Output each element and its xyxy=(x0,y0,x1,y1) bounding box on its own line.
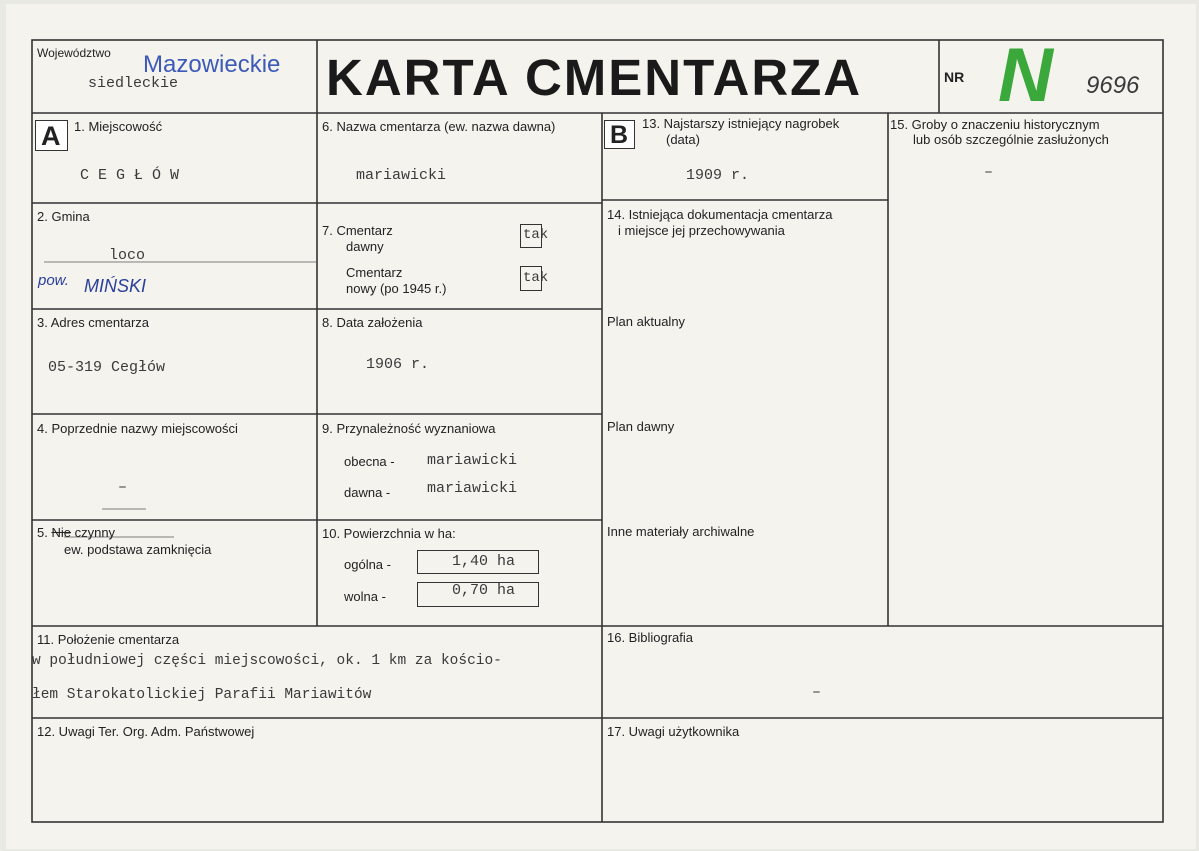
field-2-note: MIŃSKI xyxy=(84,276,147,296)
field-9-current-value: mariawicki xyxy=(427,452,518,469)
field-7-new-label-a: Cmentarz xyxy=(346,265,403,280)
section-a-box xyxy=(35,120,68,151)
section-b-box xyxy=(604,120,635,149)
field-4-label: 4. Poprzednie nazwy miejscowości xyxy=(37,421,238,436)
cemetery-card xyxy=(6,4,1196,849)
field-16-value: – xyxy=(812,684,822,701)
field-14-plan-former: Plan dawny xyxy=(607,419,675,434)
field-14-plan-current: Plan aktualny xyxy=(607,314,686,329)
field-11-label: 11. Położenie cmentarza xyxy=(37,632,180,647)
field-5-struck: Nie xyxy=(51,525,71,540)
field-3-label: 3. Adres cmentarza xyxy=(37,315,149,330)
nr-value: 9696 xyxy=(1086,72,1140,99)
field-2-label: 2. Gmina xyxy=(37,209,90,224)
field-4-value: – xyxy=(118,479,128,496)
section-b-letter: B xyxy=(610,121,629,149)
field-9-former-value: mariawicki xyxy=(427,480,518,497)
field-5-active: czynny xyxy=(70,525,116,540)
field-9-current-label: obecna - xyxy=(344,454,395,469)
field-8-label: 8. Data założenia xyxy=(322,315,423,330)
field-6-value: mariawicki xyxy=(356,167,447,184)
field-2-note-prefix: pow. xyxy=(38,272,69,289)
field-5-number: 5. xyxy=(37,525,48,540)
field-14-label: 14. Istniejąca dokumentacja cmentarza xyxy=(607,207,833,222)
field-13-label: 13. Najstarszy istniejący nagrobek xyxy=(642,116,840,131)
field-13-sublabel: (data) xyxy=(666,132,700,147)
nr-marker: N xyxy=(998,33,1053,118)
field-10-free-value: 0,70 ha xyxy=(452,582,516,599)
field-7-new-value: tak xyxy=(523,270,549,286)
field-11-line-2: łem Starokatolickiej Parafii Mariawitów xyxy=(32,687,372,703)
field-12-label: 12. Uwagi Ter. Org. Adm. Państwowej xyxy=(37,724,255,739)
field-3-value: 05-319 Cegłów xyxy=(48,359,166,376)
field-13-value: 1909 r. xyxy=(686,167,750,184)
field-2-value: loco xyxy=(109,247,146,264)
field-10-label: 10. Powierzchnia w ha: xyxy=(322,526,456,541)
field-7-old-label: dawny xyxy=(346,239,384,254)
section-a-letter: A xyxy=(41,121,61,151)
field-10-total-value: 1,40 ha xyxy=(452,553,516,570)
field-1-label: 1. Miejscowość xyxy=(74,119,163,134)
field-8-value: 1906 r. xyxy=(366,356,430,373)
voivodeship-typed: siedleckie xyxy=(88,75,179,92)
field-9-former-label: dawna - xyxy=(344,485,391,500)
voivodeship-label: Województwo xyxy=(37,46,111,60)
field-6-label: 6. Nazwa cmentarza (ew. nazwa dawna) xyxy=(322,119,556,134)
voivodeship-stamp: Mazowieckie xyxy=(143,51,281,78)
field-15-value: – xyxy=(984,164,994,181)
page-title: KARTA CMENTARZA xyxy=(326,49,863,106)
field-7-old-value: tak xyxy=(523,227,549,243)
field-7-new-label-b: nowy (po 1945 r.) xyxy=(346,281,447,296)
field-10-total-label: ogólna - xyxy=(344,557,391,572)
field-5-label xyxy=(37,525,115,540)
field-10-free-label: wolna - xyxy=(344,589,386,604)
field-7-label: 7. Cmentarz xyxy=(322,223,393,238)
field-5-sublabel: ew. podstawa zamknięcia xyxy=(64,542,212,557)
field-17-label: 17. Uwagi użytkownika xyxy=(607,724,740,739)
field-11-line-1: w południowej części miejscowości, ok. 1 km za kościo- xyxy=(32,653,502,669)
field-14-other: Inne materiały archiwalne xyxy=(607,524,755,539)
field-9-label: 9. Przynależność wyznaniowa xyxy=(322,421,496,436)
field-15-sublabel: lub osób szczególnie zasłużonych xyxy=(913,132,1109,147)
field-15-label: 15. Groby o znaczeniu historycznym xyxy=(890,117,1100,132)
nr-label: NR xyxy=(944,69,965,85)
field-16-label: 16. Bibliografia xyxy=(607,630,693,645)
field-1-value: C E G Ł Ó W xyxy=(80,167,180,184)
field-14-sublabel: i miejsce jej przechowywania xyxy=(618,223,785,238)
